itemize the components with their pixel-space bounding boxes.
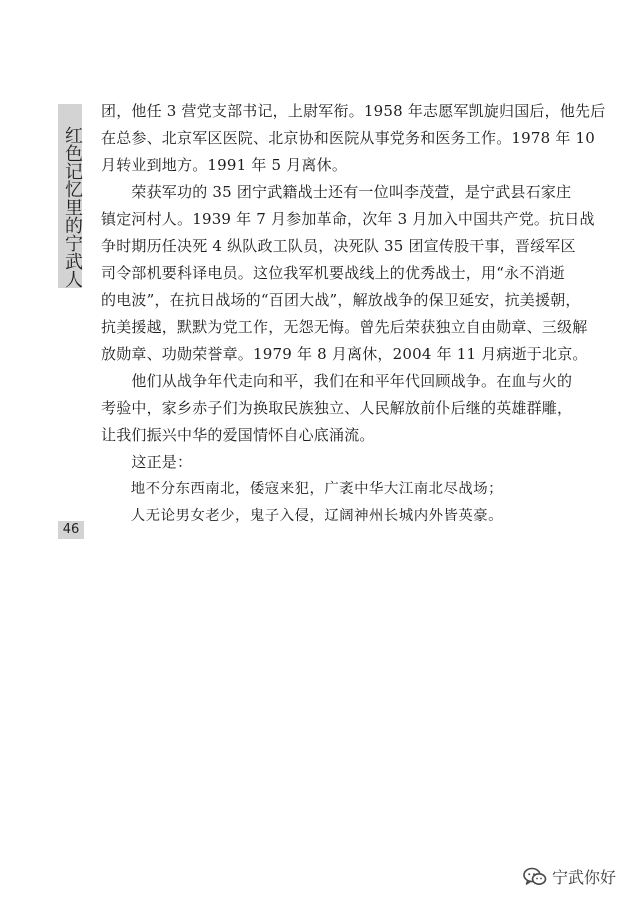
poem-line: 人无论男女老少，鬼子入侵，辽阔神州长城内外皆英豪。 (101, 508, 504, 524)
text-line: 月转业到地方。1991 年 5 月离休。 (101, 156, 348, 174)
watermark-text: 宁武你好 (551, 868, 616, 887)
text-line: 这正是： (101, 453, 193, 471)
text-line: 荣获军功的 35 团宁武籍战士还有一位叫李茂萱，是宁武县石家庄 (101, 183, 572, 201)
text-line: 镇定河村人。1939 年 7 月参加革命，次年 3 月加入中国共产党。抗日战 (101, 210, 595, 228)
text-line: 团，他任 3 营党支部书记，上尉军衔。1958 年志愿军凯旋归国后，他先后 (101, 102, 606, 120)
text-line: 放勋章、功勋荣誉章。1979 年 8 月离休，2004 年 11 月病逝于北京。 (101, 345, 588, 363)
text-line: 司令部机要科译电员。这位我军机要战线上的优秀战士，用“永不消逝 (101, 264, 565, 282)
text-line: 抗美援越，默默为党工作，无怨无悔。曾先后荣获独立自由勋章、三级解 (101, 318, 588, 336)
text-line: 他们从战争年代走向和平，我们在和平年代回顾战争。在血与火的 (101, 372, 573, 390)
text-line: 争时期历任决死 4 纵队政工队员，决死队 35 团宣传股干事，晋绥军区 (101, 237, 576, 255)
poem-line: 地不分东西南北，倭寇来犯，广袤中华大江南北尽战场； (101, 481, 504, 497)
page-number: 46 (58, 521, 84, 539)
text-line: 考验中，家乡赤子们为换取民族独立、人民解放前仆后继的英雄群雕， (101, 399, 573, 417)
text-line: 在总参、北京军区医院、北京协和医院从事党务和医务工作。1978 年 10 (101, 129, 595, 147)
watermark (523, 865, 616, 888)
wechat-icon (523, 867, 547, 887)
text-line: 的电波”，在抗日战场的“百团大战”，解放战争的保卫延安，抗美援朝， (101, 291, 581, 309)
text-line: 让我们振兴中华的爱国情怀自心底涌流。 (101, 426, 375, 444)
sidebar-title: 红色记忆里的宁武人 (62, 126, 83, 288)
